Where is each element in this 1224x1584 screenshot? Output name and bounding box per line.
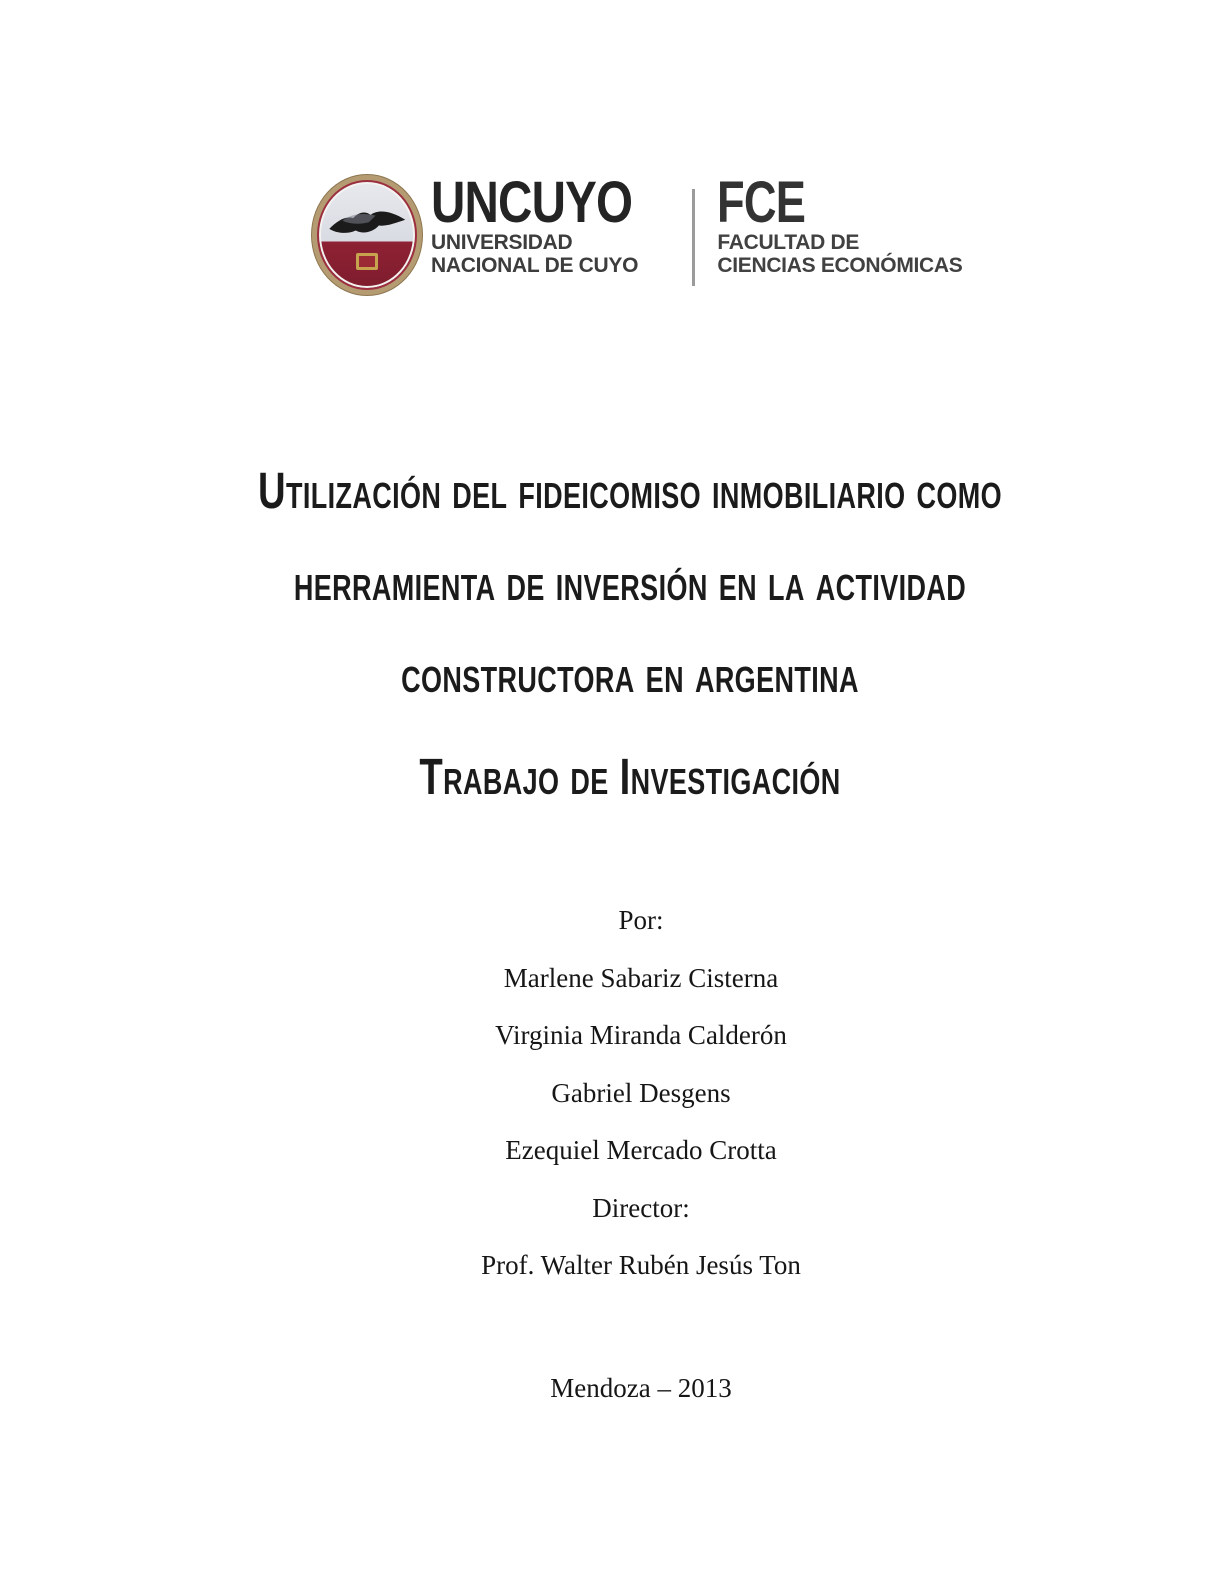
crest-shield-icon	[356, 253, 378, 270]
faculty-name-line2: CIENCIAS ECONÓMICAS	[717, 254, 963, 277]
by-label: Por:	[618, 905, 664, 935]
university-wordmark	[431, 170, 676, 277]
fce-acronym: FCE	[717, 170, 806, 235]
university-logo	[312, 170, 963, 295]
director-label: Director:	[592, 1192, 690, 1223]
author-name: Gabriel Desgens	[551, 1077, 731, 1108]
uncuyo-crest-icon	[312, 175, 422, 295]
university-name-line1: UNIVERSIDAD	[431, 231, 573, 254]
document-subtitle: Trabajo de Investigación	[419, 748, 841, 805]
title-line-3: constructora en argentina	[401, 646, 859, 703]
faculty-wordmark	[717, 170, 963, 277]
faculty-name-line1: FACULTAD DE	[717, 231, 860, 254]
title-line-2: herramienta de inversión en la actividad	[293, 554, 967, 611]
title-line-1: Utilización del fideicomiso inmobiliario como	[258, 462, 1002, 519]
crest-fields	[317, 180, 417, 290]
director-name: Prof. Walter Rubén Jesús Ton	[481, 1250, 801, 1280]
document-title	[18, 445, 1224, 721]
condor-icon	[326, 200, 409, 245]
title-block	[18, 445, 1224, 823]
place-and-year: Mendoza – 2013	[550, 1373, 732, 1403]
authors-block	[29, 892, 1224, 1295]
author-name: Virginia Miranda Calderón	[495, 1020, 787, 1050]
logo-divider	[692, 189, 695, 286]
author-name: Marlene Sabariz Cisterna	[503, 962, 779, 993]
author-name: Ezequiel Mercado Crotta	[505, 1135, 777, 1165]
university-name-line2: NACIONAL DE CUYO	[431, 254, 639, 277]
uncuyo-acronym: UNCUYO	[431, 170, 633, 235]
